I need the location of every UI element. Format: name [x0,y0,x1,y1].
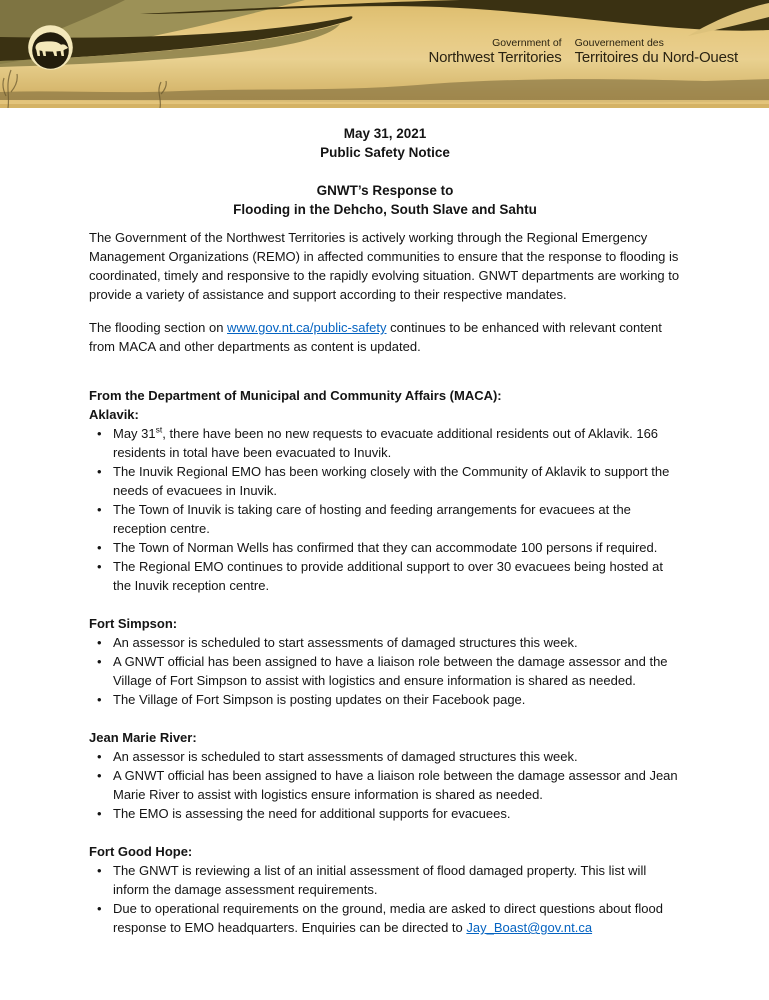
bullet-list [89,861,681,937]
subject-line-1: GNWT’s Response to [316,183,454,198]
public-safety-link[interactable]: www.gov.nt.ca/public-safety [227,320,387,335]
community-section [89,614,681,709]
bullet-text [113,500,681,538]
intro-paragraph [89,228,681,304]
wordmark-fr-large: Territoires du Nord-Ouest [574,49,738,66]
text-run: Due to operational requirements on the ground, media are asked to direct questions about flood response to EMO headquarters. Enquiries can be directed to [113,901,663,935]
bullet-glyph: • [97,692,102,707]
bullet-item [89,538,681,557]
gnwt-header-banner [0,0,769,108]
intro-paragraph [89,318,681,356]
wordmark-english [429,37,562,66]
wordmark-en-large: Northwest Territories [428,49,562,66]
text-run: May 31 [113,426,156,441]
text-run: The Town of Inuvik is taking care of hosting and feeding arrangements for evacuees at the reception centre. [113,502,631,536]
bullet-glyph: • [97,426,102,441]
bullet-glyph: • [97,806,102,821]
bullet-item [89,804,681,823]
bullet-glyph: • [97,540,102,555]
bullet-list [89,747,681,823]
bullet-text [113,861,681,899]
bullet-glyph: • [97,749,102,764]
bullet-list [89,424,681,595]
bullet-text [113,747,681,766]
text-run: An assessor is scheduled to start assessments of damaged structures this week. [113,749,578,764]
bullet-glyph: • [97,502,102,517]
bullet-item [89,899,681,937]
bullet-item [89,557,681,595]
text-run: The Inuvik Regional EMO has been working closely with the Community of Aklavik to support the needs of evacuees in Inuvik. [113,464,670,498]
bullet-text [113,899,681,937]
bullet-text [113,766,681,804]
text-run: The Town of Norman Wells has confirmed that they can accommodate 100 persons if required. [113,540,658,555]
bullet-glyph: • [97,901,102,916]
document-body [0,108,769,937]
text-run: A GNWT official has been assigned to have a liaison role between the damage assessor and the Village of Fort Simpson to assist with logistics and ensure information is shared as needed. [113,654,668,688]
doc-date: May 31, 2021 [343,126,427,141]
text-run: continues to be enhanced with relevant content from MACA and other departments as content is updated. [89,320,662,354]
bullet-text [113,557,681,595]
community-section [89,842,681,937]
wordmark-french [575,37,738,66]
bullet-item [89,766,681,804]
bullet-text [113,652,681,690]
bullet-glyph: • [97,863,102,878]
text-run: The Government of the Northwest Territories is actively working through the Regional Emergency Management Organizations (REMO) in affected communities to ensure that the response to flooding is coordinated, timely and responsive to the rapidly evolving situation. GNWT departments are working to provide a variety of assistance and support according to their respective mandates. [89,230,680,302]
section-heading: Aklavik: [89,407,139,422]
maca-heading: From the Department of Municipal and Community Affairs (MACA): [89,388,502,403]
text-run: The EMO is assessing the need for additional supports for evacuees. [113,806,511,821]
bullet-text [113,462,681,500]
notice-type: Public Safety Notice [320,145,450,160]
superscript-text: st [155,424,163,435]
section-heading: Jean Marie River: [89,730,197,745]
wordmark-fr-small: Gouvernement des [574,37,664,49]
bullet-list [89,633,681,709]
polar-bear-logo-icon [28,25,73,70]
bullet-text [113,424,681,462]
title-block [89,124,681,219]
text-run: The flooding section on [89,320,228,335]
text-run: The Village of Fort Simpson is posting updates on their Facebook page. [113,692,526,707]
bullet-item [89,462,681,500]
bullet-text [113,633,681,652]
subject-line-2: Flooding in the Dehcho, South Slave and Sahtu [233,202,537,217]
community-section [89,728,681,823]
section-heading: Fort Good Hope: [89,844,193,859]
bullet-glyph: • [97,559,102,574]
email-link[interactable]: Jay_Boast@gov.nt.ca [466,920,593,935]
bullet-text [113,804,681,823]
section-heading: Fort Simpson: [89,616,178,631]
bullet-item [89,690,681,709]
intro-paragraphs [89,228,681,356]
bullet-item [89,633,681,652]
title-spacer [89,162,681,181]
text-run: A GNWT official has been assigned to have a liaison role between the damage assessor and Jean Marie River to assist with logistics ensure information is shared as needed. [113,768,678,802]
bullet-glyph: • [97,654,102,669]
bullet-item [89,861,681,899]
bullet-item [89,652,681,690]
text-run: The Regional EMO continues to provide additional support to over 30 evacuees being hosted at the Inuvik reception centre. [113,559,663,593]
bullet-glyph: • [97,768,102,783]
text-run: An assessor is scheduled to start assessments of damaged structures this week. [113,635,578,650]
gnwt-wordmark [429,37,738,66]
bullet-item [89,500,681,538]
bullet-item [89,424,681,462]
community-sections [89,405,681,937]
bullet-glyph: • [97,635,102,650]
wordmark-en-small: Government of [492,37,562,49]
bullet-item [89,747,681,766]
bullet-text [113,538,681,557]
text-run: The GNWT is reviewing a list of an initial assessment of flood damaged property. This list will inform the damage assessment requirements. [113,863,647,897]
bullet-glyph: • [97,464,102,479]
text-run: , there have been no new requests to evacuate additional residents out of Aklavik. 166 residents in total have been evacuated to Inuvik. [113,426,659,460]
community-section [89,405,681,595]
bullet-text [113,690,681,709]
